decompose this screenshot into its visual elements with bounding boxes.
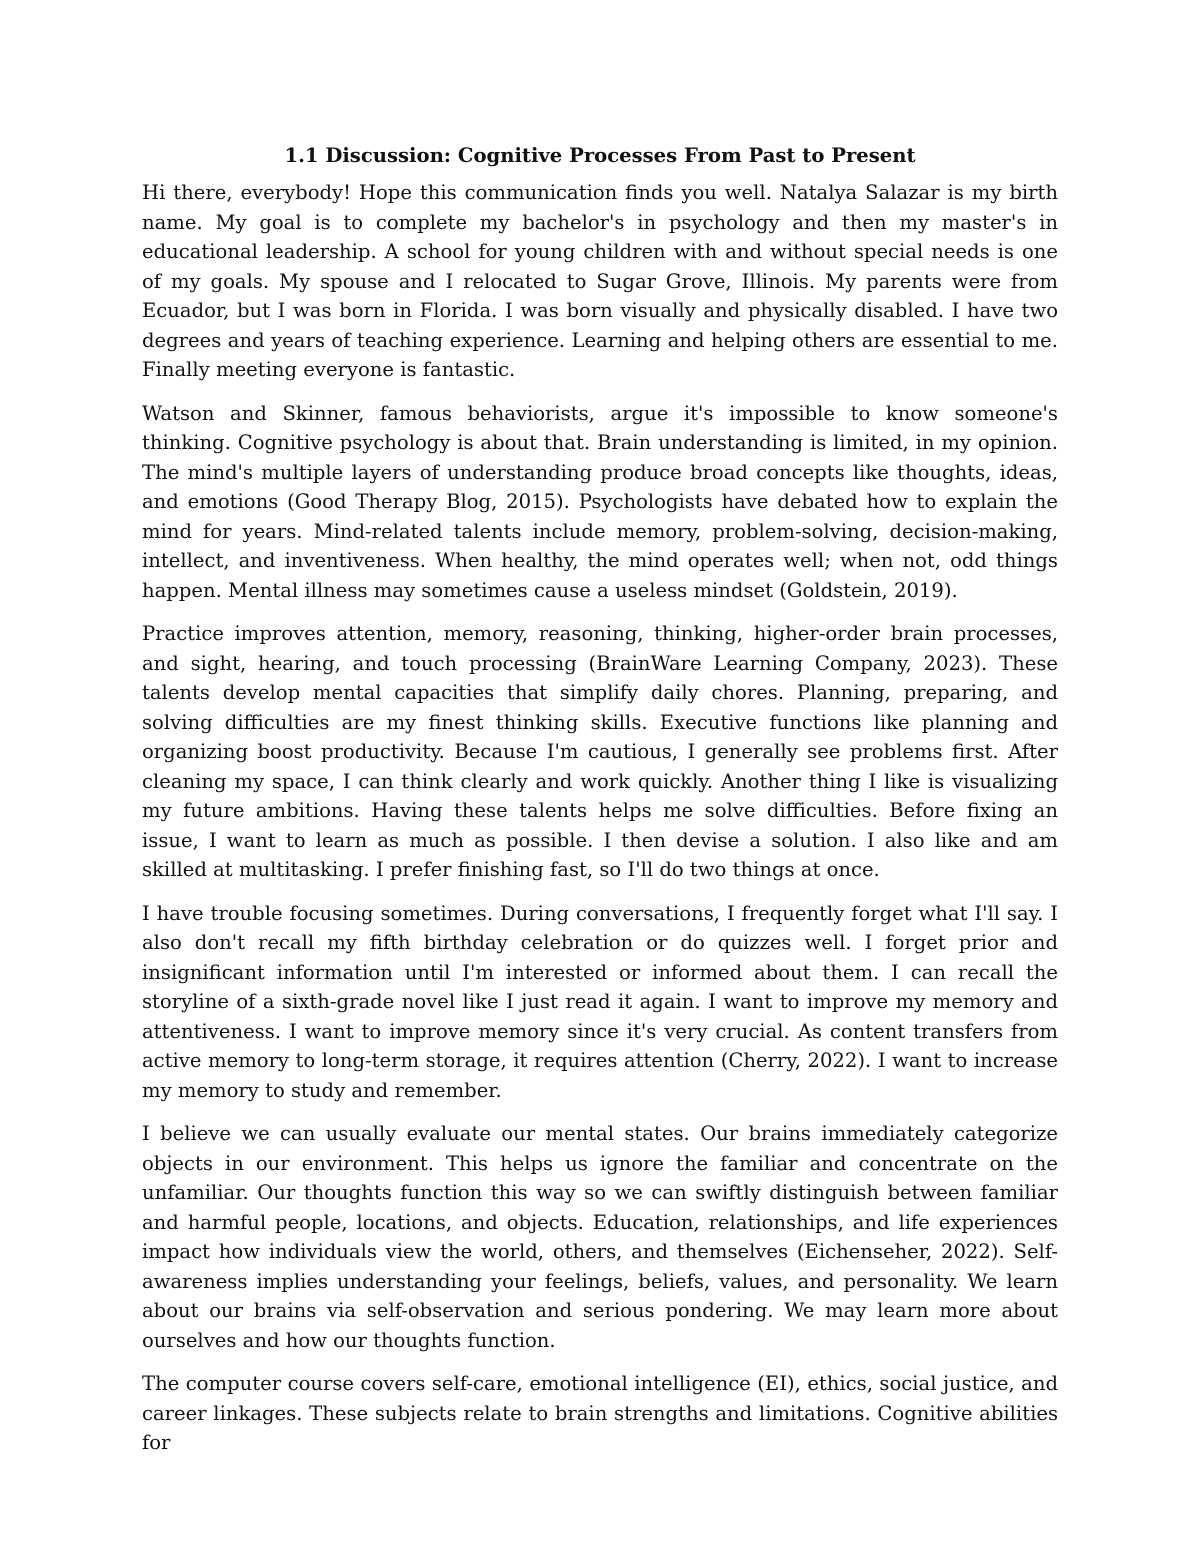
document-body (142, 140, 1058, 1472)
paragraph-introduction: Hi there, everybody! Hope this communication finds you well. Natalya Salazar is my birth name. My goal is to complete my bachelor's in psychology and then my master's in educational leadership. A school for young children with and without special needs is one of my goals. My spouse and I relocated to Sugar Grove, Illinois. My parents were from Ecuador, but I was born in Florida. I was born visually and physically disabled. I have two degrees and years of teaching experience. Learning and helping others are essential to me. Finally meeting everyone is fantastic. (142, 181, 1058, 381)
paragraph-course-topics: The computer course covers self-care, emotional intelligence (EI), ethics, social justice, and career linkages. These subjects relate to brain strengths and limitations. Cognitive abilities for (142, 1372, 1058, 1454)
paragraph-behaviorists: Watson and Skinner, famous behaviorists, argue it's impossible to know someone's thinking. Cognitive psychology is about that. Brain understanding is limited, in my opinion. The mind's multiple layers of understanding produce broad concepts like thoughts, ideas, and emotions (Good Therapy Blog, 2015). Psychologists have debated how to explain the mind for years. Mind-related talents include memory, problem-solving, decision-making, intellect, and inventiveness. When healthy, the mind operates well; when not, odd things happen. Mental illness may sometimes cause a useless mindset (Goldstein, 2019). (142, 401, 1058, 602)
paragraph-mental-states: I believe we can usually evaluate our mental states. Our brains immediately categorize objects in our environment. This helps us ignore the familiar and concentrate on the unfamiliar. Our thoughts function this way so we can swiftly distinguish between familiar and harmful people, locations, and objects. Education, relationships, and life experiences impact how individuals view the world, others, and themselves (Eichenseher, 2022). Self-awareness implies understanding your feelings, beliefs, values, and personality. We learn about our brains via self-observation and serious pondering. We may learn more about ourselves and how our thoughts function. (142, 1122, 1058, 1352)
paragraph-focus-memory: I have trouble focusing sometimes. During conversations, I frequently forget what I'll say. I also don't recall my fifth birthday celebration or do quizzes well. I forget prior and insignificant information until I'm interested or informed about them. I can recall the storyline of a sixth-grade novel like I just read it again. I want to improve my memory and attentiveness. I want to improve memory since it's very crucial. As content transfers from active memory to long-term storage, it requires attention (Cherry, 2022). I want to increase my memory to study and remember. (142, 901, 1058, 1102)
document-title: 1.1 Discussion: Cognitive Processes From Past to Present (284, 144, 916, 167)
paragraph-thinking-skills: Practice improves attention, memory, reasoning, thinking, higher-order brain processes, and sight, hearing, and touch processing (BrainWare Learning Company, 2023). These talents develop mental capacities that simplify daily chores. Planning, preparing, and solving difficulties are my finest thinking skills. Executive functions like planning and organizing boost productivity. Because I'm cautious, I generally see problems first. After cleaning my space, I can think clearly and work quickly. Another thing I like is visualizing my future ambitions. Having these talents helps me solve difficulties. Before fixing an issue, I want to learn as much as possible. I then devise a solution. I also like and am skilled at multitasking. I prefer finishing fast, so I'll do two things at once. (142, 622, 1058, 881)
